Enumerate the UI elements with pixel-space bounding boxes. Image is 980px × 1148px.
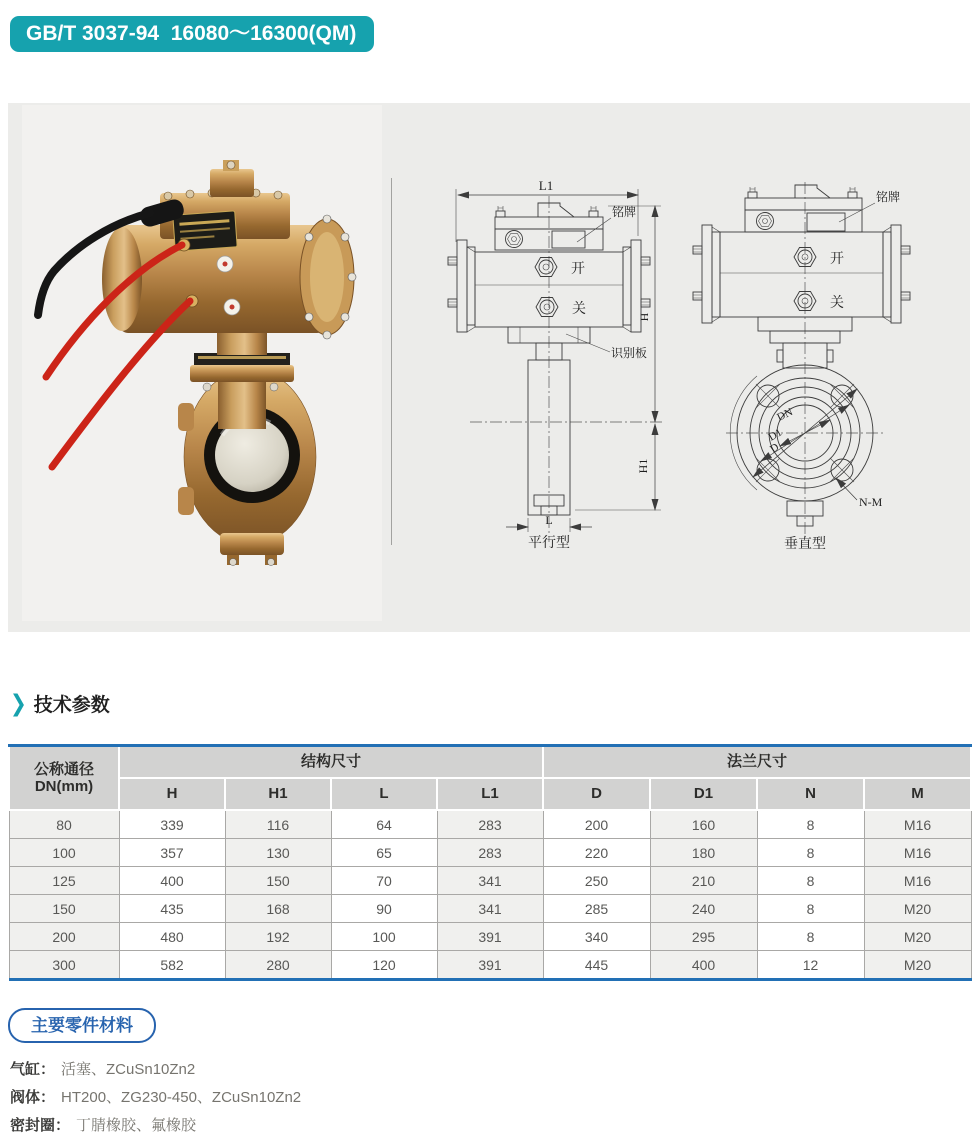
dim-label-h: H (637, 312, 651, 322)
caption-parallel-type: 平行型 (528, 536, 570, 551)
label-id-plate: 识别板 (611, 346, 648, 360)
table-subheader-row (9, 778, 971, 810)
section-title: 技术参数 (33, 695, 110, 716)
col-header-m: M (864, 778, 971, 810)
table-cell: 116 (225, 810, 331, 839)
table-cell: 400 (119, 867, 225, 895)
material-label: 阀体： (10, 1089, 56, 1106)
table-row (9, 810, 971, 839)
table-cell: 445 (543, 951, 650, 980)
drawing2-flange-view (730, 365, 882, 526)
table-row (9, 839, 971, 867)
group-header-structure: 结构尺寸 (119, 746, 543, 779)
table-cell: M20 (864, 923, 971, 951)
table-body (9, 810, 971, 980)
table-cell: 8 (757, 895, 864, 923)
dim-label-dn: DN (775, 406, 795, 424)
dim-label-d: D (767, 441, 782, 456)
table-cell: 357 (119, 839, 225, 867)
section-header-tech-params (10, 690, 110, 717)
figure-panel (8, 103, 970, 632)
table-row (9, 923, 971, 951)
table-cell: 285 (543, 895, 650, 923)
table-cell: 210 (650, 867, 757, 895)
drawing2-actuator (693, 185, 910, 368)
table-cell: 125 (9, 867, 119, 895)
table-cell: 300 (9, 951, 119, 980)
col-header-d: D (543, 778, 650, 810)
dn-header-line1: 公称通径 (33, 760, 94, 778)
dim-label-l1: L1 (538, 178, 554, 193)
drawing-parallel-type (425, 168, 705, 568)
table-cell: M16 (864, 839, 971, 867)
table-cell: 150 (9, 895, 119, 923)
table-cell: 8 (757, 867, 864, 895)
col-header-l: L (331, 778, 437, 810)
table-cell: 192 (225, 923, 331, 951)
standard-badge: GB/T 3037-94 16080～16300(QM) (10, 16, 374, 52)
table-group-header-row (9, 746, 971, 779)
table-cell: 180 (650, 839, 757, 867)
table-cell: 283 (437, 839, 543, 867)
table-cell: 391 (437, 951, 543, 980)
table-cell: 8 (757, 810, 864, 839)
table-cell: 120 (331, 951, 437, 980)
dim-label-l: L (545, 513, 553, 527)
label-nameplate-d1: 铭牌 (612, 205, 637, 219)
table-cell: 90 (331, 895, 437, 923)
table-cell: 160 (650, 810, 757, 839)
label-n-m: N-M (859, 495, 883, 509)
table-row (9, 895, 971, 923)
dim-label-d1: D1 (766, 426, 785, 444)
table-cell: 295 (650, 923, 757, 951)
table-row (9, 867, 971, 895)
material-value: 活塞、ZCuSn10Zn2 (61, 1061, 196, 1078)
col-header-n: N (757, 778, 864, 810)
material-label: 密封圈： (10, 1117, 71, 1134)
label-open-d2: 开 (830, 252, 844, 267)
table-cell: M20 (864, 951, 971, 980)
materials-title-pill: 主要零件材料 (8, 1008, 156, 1043)
table-cell: 100 (331, 923, 437, 951)
material-line-cylinder (10, 1060, 301, 1079)
materials-list (10, 1060, 301, 1144)
table-cell: 80 (9, 810, 119, 839)
material-label: 气缸： (10, 1061, 56, 1078)
drawing1-lower-body (508, 327, 647, 515)
table-cell: 250 (543, 867, 650, 895)
table-cell: 150 (225, 867, 331, 895)
table-cell: 64 (331, 810, 437, 839)
table-cell: 8 (757, 839, 864, 867)
dim-label-h1: H1 (636, 458, 650, 474)
table-cell: 582 (119, 951, 225, 980)
dn-header-line2: DN(mm) (34, 778, 94, 795)
col-header-dn (9, 746, 119, 811)
chevron-icon: ❯ (10, 690, 27, 717)
table-cell: 130 (225, 839, 331, 867)
table-cell: 341 (437, 867, 543, 895)
col-header-h1: H1 (225, 778, 331, 810)
table-cell: 100 (9, 839, 119, 867)
table-cell: 435 (119, 895, 225, 923)
group-header-flange: 法兰尺寸 (543, 746, 971, 779)
label-close-d2: 关 (830, 296, 844, 311)
label-open-d1: 开 (571, 262, 585, 277)
table-cell: M16 (864, 810, 971, 839)
table-cell: 340 (543, 923, 650, 951)
table-cell: 200 (9, 923, 119, 951)
table-cell: 480 (119, 923, 225, 951)
label-close-d1: 关 (572, 302, 586, 317)
table-cell: 339 (119, 810, 225, 839)
material-line-body (10, 1088, 301, 1107)
table-cell: 168 (225, 895, 331, 923)
material-line-seal (10, 1116, 301, 1135)
table-cell: 8 (757, 923, 864, 951)
table-cell: 391 (437, 923, 543, 951)
table-cell: 280 (225, 951, 331, 980)
table-cell: 220 (543, 839, 650, 867)
material-value: HT200、ZG230-450、ZCuSn10Zn2 (61, 1089, 302, 1106)
drawing2-centerlines (726, 182, 884, 535)
col-header-l1: L1 (437, 778, 543, 810)
table-row (9, 951, 971, 980)
table-cell: 240 (650, 895, 757, 923)
table-cell: 12 (757, 951, 864, 980)
tech-params-table (8, 744, 972, 981)
table-cell: M16 (864, 867, 971, 895)
table-cell: 341 (437, 895, 543, 923)
product-photo (22, 105, 382, 621)
drawing-vertical-type (683, 168, 970, 568)
label-nameplate-d2: 铭牌 (876, 190, 901, 204)
table-cell: 200 (543, 810, 650, 839)
material-value: 丁腈橡胶、氟橡胶 (76, 1117, 197, 1134)
col-header-h: H (119, 778, 225, 810)
col-header-d1: D1 (650, 778, 757, 810)
table-cell: 70 (331, 867, 437, 895)
table-cell: 400 (650, 951, 757, 980)
table-cell: 283 (437, 810, 543, 839)
caption-vertical-type: 垂直型 (784, 537, 826, 552)
table-cell: M20 (864, 895, 971, 923)
table-cell: 65 (331, 839, 437, 867)
photo-drawing-divider (391, 178, 392, 545)
